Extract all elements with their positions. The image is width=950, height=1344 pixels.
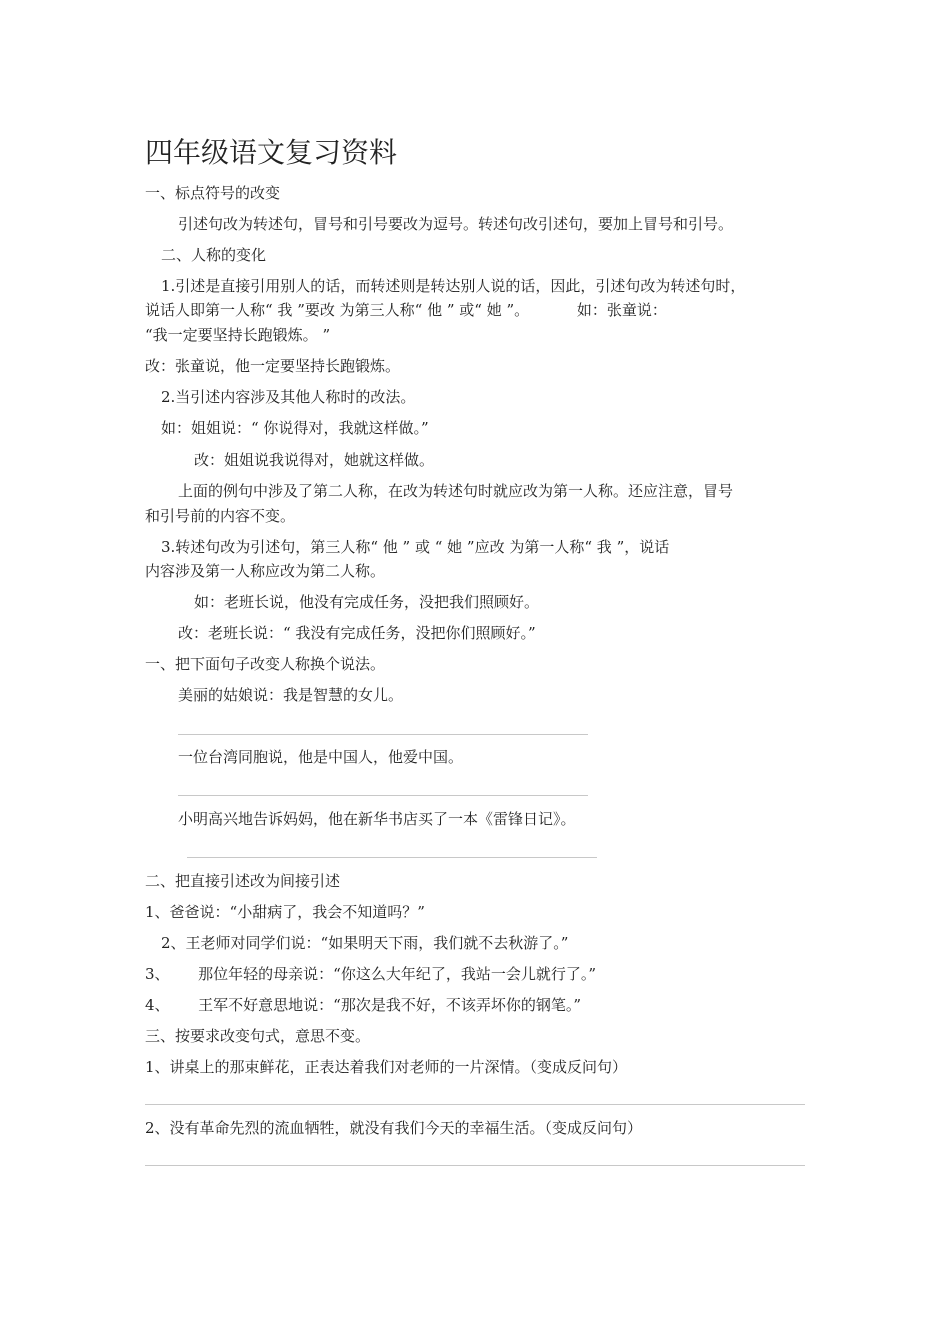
example-line: 如：姐姐说：“ 你说得对，我就这样做。” (161, 419, 429, 437)
answer-line (178, 795, 588, 796)
exercise-heading-1: 一、把下面句子改变人称换个说法。 (145, 655, 386, 673)
exercise-item: 一位台湾同胞说，他是中国人，他爱中国。 (178, 748, 464, 766)
answer-line (178, 734, 588, 735)
paragraph-line: 说话人即第一人称“ 我 ”要改 为第三人称“ 他 ” 或“ 她 ”。 如：张童说： (145, 301, 667, 319)
section-heading-person: 二、人称的变化 (161, 246, 267, 264)
paragraph-line: 3.转述句改为引述句，第三人称“ 他 ” 或 “ 她 ”应改 为第一人称“ 我 ”，说话 (161, 538, 670, 556)
paragraph-line: 和引号前的内容不变。 (145, 507, 296, 525)
paragraph-line: 1.引述是直接引用别人的话，而转述则是转达别人说的话，因此，引述句改为转述句时， (161, 277, 746, 295)
section-heading-punctuation: 一、标点符号的改变 (145, 184, 281, 202)
paragraph-line: 内容涉及第一人称应改为第二人称。 (145, 562, 386, 580)
exercise-heading-3: 三、按要求改变句式，意思不变。 (145, 1027, 371, 1045)
example-line: 改：老班长说：“ 我没有完成任务，没把你们照顾好。” (178, 624, 536, 642)
paragraph-line: “我一定要坚持长跑锻炼。 ” (145, 326, 331, 344)
paragraph-line: 改：张童说，他一定要坚持长跑锻炼。 (145, 357, 401, 375)
exercise-item: 1、爸爸说：“小甜病了，我会不知道吗？” (145, 903, 425, 921)
exercise-item: 3、 那位年轻的母亲说：“你这么大年纪了，我站一会儿就行了。” (145, 965, 596, 983)
exercise-item: 2、没有革命先烈的流血牺牲，就没有我们今天的幸福生活。（变成反问句） (145, 1119, 643, 1137)
exercise-heading-2: 二、把直接引述改为间接引述 (145, 872, 341, 890)
page-title: 四年级语文复习资料 (145, 136, 398, 169)
paragraph-line: 上面的例句中涉及了第二人称，在改为转述句时就应改为第一人称。还应注意，冒号 (178, 482, 734, 500)
exercise-item: 2、王老师对同学们说：“如果明天下雨，我们就不去秋游了。” (161, 934, 569, 952)
paragraph-line: 2.当引述内容涉及其他人称时的改法。 (161, 388, 416, 406)
exercise-item: 小明高兴地告诉妈妈，他在新华书店买了一本《雷锋日记》。 (178, 810, 576, 828)
answer-line (145, 1165, 805, 1166)
exercise-item: 美丽的姑娘说：我是智慧的女儿。 (178, 686, 404, 704)
example-line: 如：老班长说，他没有完成任务，没把我们照顾好。 (194, 593, 540, 611)
exercise-item: 1、讲桌上的那束鲜花，正表达着我们对老师的一片深情。（变成反问句） (145, 1058, 628, 1076)
answer-line (187, 857, 597, 858)
paragraph: 引述句改为转述句，冒号和引号要改为逗号。转述句改引述句，要加上冒号和引号。 (178, 215, 734, 233)
exercise-item: 4、 王军不好意思地说：“那次是我不好，不该弄坏你的钢笔。” (145, 996, 581, 1014)
answer-line (145, 1104, 805, 1105)
example-line: 改：姐姐说我说得对，她就这样做。 (194, 451, 435, 469)
